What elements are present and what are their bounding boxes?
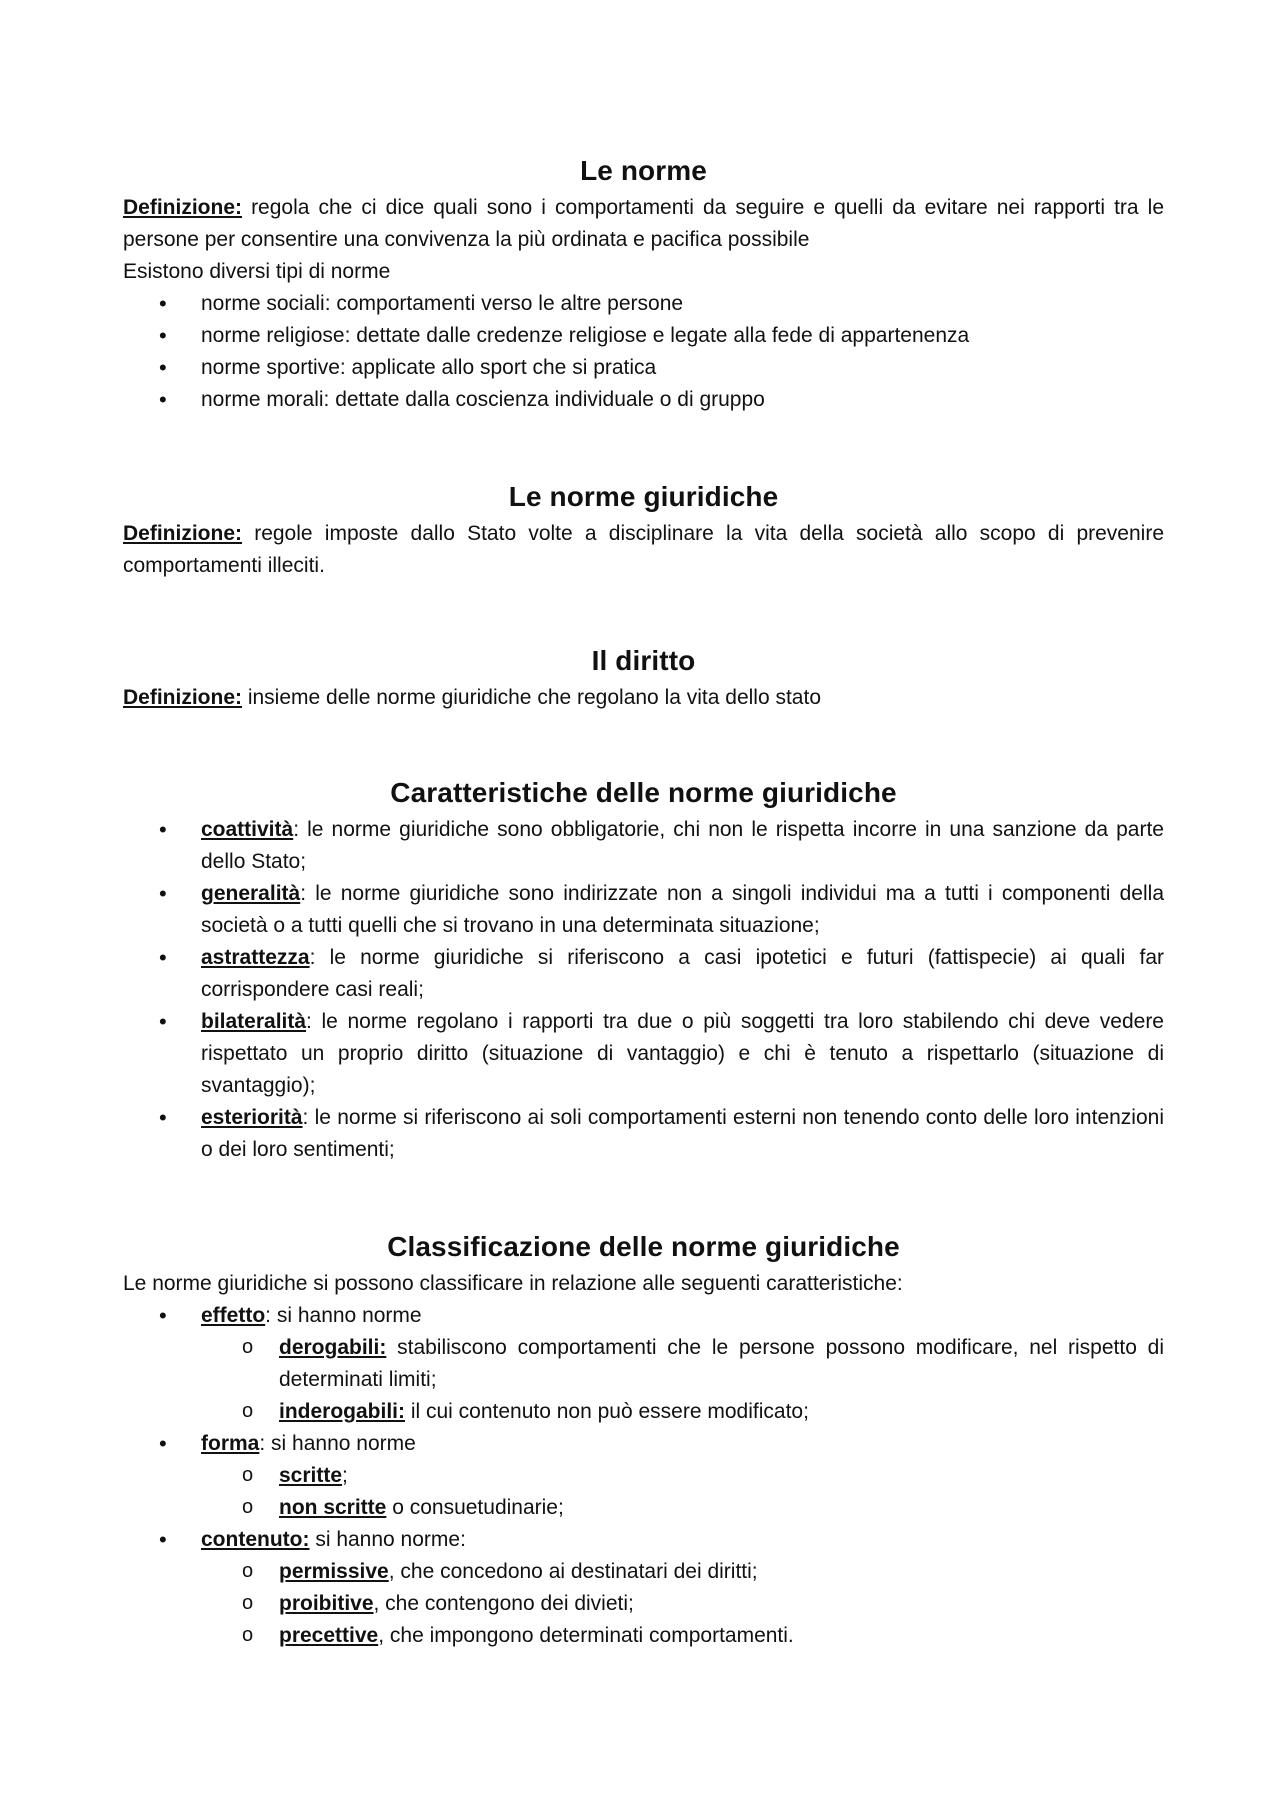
circle-bullet-icon: o — [242, 1592, 254, 1614]
list-item: • norme sociali: comportamenti verso le altre persone — [201, 288, 1164, 320]
term: inderogabili: — [279, 1400, 405, 1423]
sub-list-item: o scritte; — [279, 1460, 1164, 1492]
sub-list — [201, 1556, 1164, 1652]
section-title: Classificazione delle norme giuridiche — [387, 1231, 900, 1262]
term: forma — [201, 1432, 260, 1455]
section-classificazione — [123, 1230, 1164, 1652]
list-item: • norme sportive: applicate allo sport che si pratica — [201, 352, 1164, 384]
term: derogabili: — [279, 1336, 387, 1359]
term: esteriorità — [201, 1106, 303, 1129]
term: effetto — [201, 1304, 266, 1327]
sub-list — [201, 1460, 1164, 1524]
bullet-icon: • — [159, 387, 167, 412]
bullet-icon: • — [159, 1527, 167, 1552]
section-le-norme — [123, 154, 1164, 416]
sub-list-item: o inderogabili: il cui contenuto non può essere modificato; — [279, 1396, 1164, 1428]
term: permissive — [279, 1560, 389, 1583]
norm-types-list — [123, 288, 1164, 416]
definition-text: insieme delle norme giuridiche che regolano la vita dello stato — [242, 686, 821, 709]
bullet-icon: • — [159, 1431, 167, 1456]
bullet-icon: • — [159, 355, 167, 380]
definition-text: regole imposte dallo Stato volte a disciplinare la vita della società allo scopo di prevenire comportamenti illeciti. — [123, 522, 1164, 577]
circle-bullet-icon: o — [242, 1624, 254, 1646]
section-title: Le norme — [580, 155, 707, 186]
term: astrattezza — [201, 946, 310, 969]
term: generalità — [201, 882, 301, 905]
definition-label: Definizione: — [123, 522, 242, 545]
bullet-icon: • — [159, 1303, 167, 1328]
definition-label: Definizione: — [123, 686, 242, 709]
list-item: • norme religiose: dettate dalle credenze religiose e legate alla fede di appartenenza — [201, 320, 1164, 352]
intro-text: Le norme giuridiche si possono classificare in relazione alle seguenti caratteristiche: — [123, 1272, 903, 1295]
characteristics-list — [123, 814, 1164, 1166]
sub-list — [201, 1332, 1164, 1428]
section-il-diritto — [123, 644, 1164, 714]
bullet-icon: • — [159, 817, 167, 842]
sub-list-item: o proibitive, che contengono dei divieti; — [279, 1588, 1164, 1620]
bullet-icon: • — [159, 291, 167, 316]
section-title: Le norme giuridiche — [508, 481, 779, 512]
intro-text: Esistono diversi tipi di norme — [123, 260, 391, 283]
list-item: • forma: si hanno norme o scritte; o non scritte o consuetudinarie; — [201, 1428, 1164, 1524]
circle-bullet-icon: o — [242, 1496, 254, 1518]
sub-list-item: o derogabili: stabiliscono comportamenti che le persone possono modificare, nel rispetto di determinati limiti; — [279, 1332, 1164, 1396]
circle-bullet-icon: o — [242, 1464, 254, 1486]
list-item: • contenuto: si hanno norme: o permissive, che concedono ai destinatari dei diritti; o proibitive, che contengono dei divieti; o precettive, che impongono determinati comportamenti. — [201, 1524, 1164, 1652]
circle-bullet-icon: o — [242, 1560, 254, 1582]
bullet-icon: • — [159, 945, 167, 970]
bullet-icon: • — [159, 881, 167, 906]
list-item: • generalità: le norme giuridiche sono indirizzate non a singoli individui ma a tutti i componenti della società o a tutti quelli che si trovano in una determinata situazione; — [201, 878, 1164, 942]
list-item: • esteriorità: le norme si riferiscono ai soli comportamenti esterni non tenendo conto delle loro intenzioni o dei loro sentimenti; — [201, 1102, 1164, 1166]
term: coattività — [201, 818, 294, 841]
list-item: • effetto: si hanno norme o derogabili: stabiliscono comportamenti che le persone possono modificare, nel rispetto di determinati limiti; o inderogabili: il cui contenuto non può essere modificato; — [201, 1300, 1164, 1428]
section-norme-giuridiche — [123, 480, 1164, 582]
list-item: • norme morali: dettate dalla coscienza individuale o di gruppo — [201, 384, 1164, 416]
section-title: Caratteristiche delle norme giuridiche — [390, 777, 897, 808]
circle-bullet-icon: o — [242, 1336, 254, 1358]
definition — [123, 682, 1164, 714]
definition — [123, 192, 1164, 256]
list-item: • astrattezza: le norme giuridiche si riferiscono a casi ipotetici e futuri (fattispecie) ai quali far corrispondere casi reali; — [201, 942, 1164, 1006]
sub-list-item: o permissive, che concedono ai destinatari dei diritti; — [279, 1556, 1164, 1588]
term: bilateralità — [201, 1010, 307, 1033]
list-item: • bilateralità: le norme regolano i rapporti tra due o più soggetti tra loro stabilendo chi deve vedere rispettato un proprio diritto (situazione di vantaggio) e chi è tenuto a rispettarlo (situazione di svantaggio); — [201, 1006, 1164, 1102]
sub-list-item: o precettive, che impongono determinati comportamenti. — [279, 1620, 1164, 1652]
bullet-icon: • — [159, 323, 167, 348]
term: scritte — [279, 1464, 343, 1487]
term: contenuto: — [201, 1528, 310, 1551]
definition-label: Definizione: — [123, 196, 242, 219]
section-caratteristiche — [123, 776, 1164, 1166]
list-item: • coattività: le norme giuridiche sono obbligatorie, chi non le rispetta incorre in una sanzione da parte dello Stato; — [201, 814, 1164, 878]
definition — [123, 518, 1164, 582]
term: non scritte — [279, 1496, 387, 1519]
section-title: Il diritto — [591, 645, 696, 676]
bullet-icon: • — [159, 1105, 167, 1130]
sub-list-item: o non scritte o consuetudinarie; — [279, 1492, 1164, 1524]
term: precettive — [279, 1624, 379, 1647]
bullet-icon: • — [159, 1009, 167, 1034]
circle-bullet-icon: o — [242, 1400, 254, 1422]
classification-list — [123, 1300, 1164, 1652]
term: proibitive — [279, 1592, 374, 1615]
definition-text: regola che ci dice quali sono i comportamenti da seguire e quelli da evitare nei rapporti tra le persone per consentire una convivenza la più ordinata e pacifica possibile — [123, 196, 1164, 251]
